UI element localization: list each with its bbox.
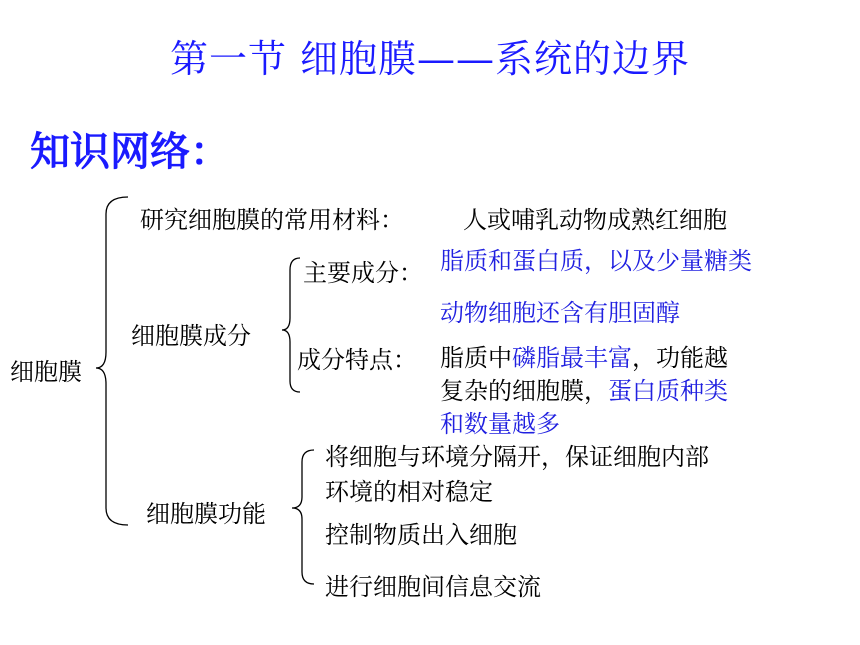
feature-line-3: 和数量越多 — [440, 410, 560, 438]
root-node: 细胞膜 — [10, 358, 82, 386]
animal-cholesterol-note: 动物细胞还含有胆固醇 — [440, 299, 680, 327]
main-component-value: 脂质和蛋白质，以及少量糖类 — [440, 247, 752, 275]
feature-line-1 — [440, 338, 728, 373]
feature-line-2 — [440, 371, 728, 406]
function-brace — [292, 450, 314, 584]
function-node: 细胞膜功能 — [146, 500, 266, 528]
material-label: 研究细胞膜的常用材料： — [140, 206, 404, 234]
feature-line-1-start: 脂质中 — [440, 344, 512, 372]
section-heading: 知识网络： — [30, 129, 230, 175]
function-item-1: 将细胞与环境分隔开，保证细胞内部 — [325, 443, 709, 471]
page-title: 第一节 细胞膜——系统的边界 — [169, 37, 691, 81]
phospholipid-highlight: 磷脂最丰富 — [512, 344, 632, 372]
material-value: 人或哺乳动物成熟红细胞 — [463, 206, 727, 234]
function-item-3: 进行细胞间信息交流 — [325, 573, 541, 601]
function-item-2: 控制物质出入细胞 — [325, 521, 517, 549]
protein-highlight: 蛋白质种类 — [608, 377, 728, 405]
main-component-label: 主要成分： — [303, 259, 423, 287]
feature-line-2-start: 复杂的细胞膜， — [440, 377, 608, 405]
function-item-1-cont: 环境的相对稳定 — [325, 478, 493, 506]
composition-node: 细胞膜成分 — [131, 322, 251, 350]
feature-label: 成分特点： — [297, 346, 417, 374]
root-brace — [96, 197, 128, 525]
feature-line-1-end: ，功能越 — [632, 344, 728, 372]
